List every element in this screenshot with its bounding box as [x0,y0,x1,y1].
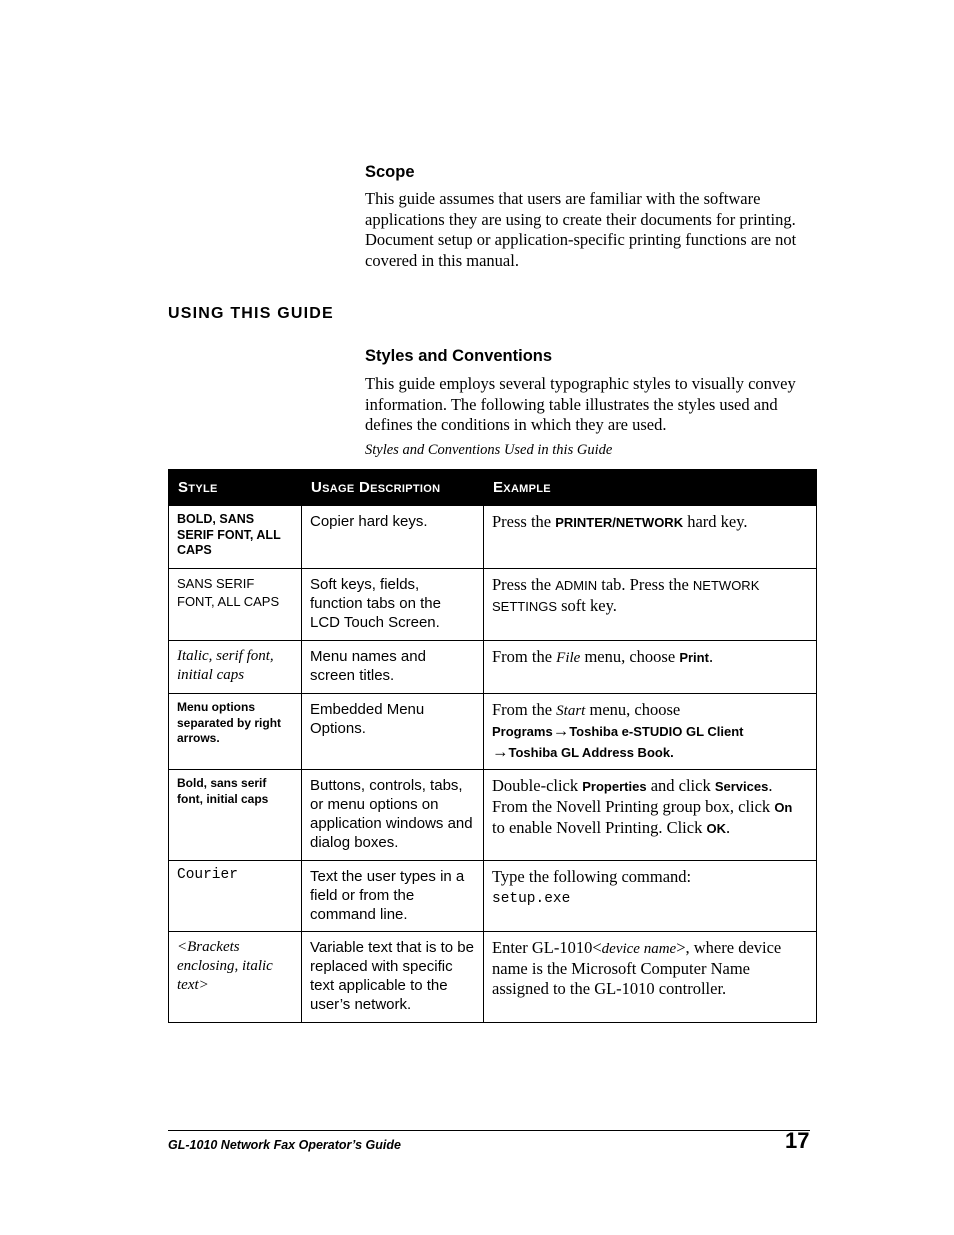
style-cell: <Brackets enclosing, italic text> [169,932,302,1023]
example-text: Double-click [492,776,583,795]
example-text: From the [492,700,557,719]
menu-name: Start [556,703,586,719]
style-cell: Italic, serif font, initial caps [169,641,302,694]
example-cell [484,932,817,1023]
example-text: soft key. [557,596,617,615]
example-cell [484,641,817,694]
menu-option: Print [679,650,709,665]
styles-heading: Styles and Conventions [365,347,553,365]
footer-rule [168,1130,810,1131]
example-text: menu, choose [585,700,681,719]
page-number: 17 [785,1128,810,1153]
table-row [169,770,817,861]
header-style: Style [169,470,302,506]
button-label: On [774,800,793,815]
scope-paragraph: This guide assumes that users are familiar with the software applications they are using to create their documents for printing. Document setup or application-specific printing functions are not covered in this manual. [365,189,797,270]
example-cell [484,506,817,569]
hard-key-label: PRINTER/NETWORK [555,515,684,530]
footer-title: GL-1010 Network Fax Operator’s Guide [168,1138,401,1152]
menu-option: Programs [492,724,553,739]
right-arrow-icon: → [552,721,570,740]
button-label: OK [706,821,726,836]
style-cell: Bold, sans serif font, initial caps [169,770,302,861]
soft-key-label: NETWORK SETTINGS [492,578,760,614]
conventions-table [168,469,817,1023]
example-text: Enter GL-1010< [492,938,602,957]
usage-cell: Copier hard keys. [302,506,484,569]
table-row [169,694,817,770]
example-text: Press the [492,512,556,531]
style-cell: Menu options separated by right arrows. [169,694,302,770]
example-text: From the [492,647,557,666]
style-cell: SANS SERIF FONT, ALL CAPS [169,569,302,641]
header-usage: Usage Description [302,470,484,506]
usage-cell: Soft keys, fields, function tabs on the LCD Touch Screen. [302,569,484,641]
menu-name: File [556,650,581,666]
scope-heading: Scope [365,163,415,181]
example-text: menu, choose [580,647,680,666]
table-header-row [169,470,817,506]
usage-cell: Variable text that is to be replaced with specific text applicable to the user’s network. [302,932,484,1023]
example-text: Press the [492,575,556,594]
example-text: >, where device name is the Microsoft Computer Name assigned to the GL-1010 controller. [492,938,782,998]
style-cell: BOLD, SANS SERIF FONT, ALL CAPS [169,506,302,569]
example-text: and click [646,776,715,795]
table-row [169,932,817,1023]
table-row [169,641,817,694]
styles-paragraph: This guide employs several typographic styles to visually convey information. The following table illustrates the styles used and defines the conditions in which they are used. [365,374,796,434]
example-cell [484,770,817,861]
style-cell: Courier [169,861,302,932]
example-text: tab. Press the [597,575,693,594]
section-heading: USING THIS GUIDE [168,305,334,322]
soft-key-label: ADMIN [555,578,598,593]
example-text: . [708,647,714,666]
menu-option: Toshiba e-STUDIO GL Client [569,724,744,739]
button-label: Properties [582,779,647,794]
example-text: hard key. [683,512,748,531]
example-cell [484,569,817,641]
example-text: . [670,745,674,760]
usage-cell: Menu names and screen titles. [302,641,484,694]
example-cell [484,861,817,932]
header-example: Example [484,470,817,506]
example-cell [484,694,817,770]
usage-cell: Buttons, controls, tabs, or menu options on application windows and dialog boxes. [302,770,484,861]
table-row [169,506,817,569]
usage-cell: Text the user types in a field or from the command line. [302,861,484,932]
button-label: Services [714,779,769,794]
usage-cell: Embedded Menu Options. [302,694,484,770]
example-text: . [725,818,731,837]
table-row [169,861,817,932]
table-row [169,569,817,641]
command-text: setup.exe [492,891,571,907]
right-arrow-icon: → [492,742,509,761]
example-text: Type the following command: [492,867,692,886]
example-text: . From the Novell Printing group box, click [492,776,775,816]
menu-option: Toshiba GL Address Book [508,745,671,760]
table-caption: Styles and Conventions Used in this Guide [365,442,613,458]
variable-text: device name [601,941,677,957]
example-text: to enable Novell Printing. Click [492,818,707,837]
